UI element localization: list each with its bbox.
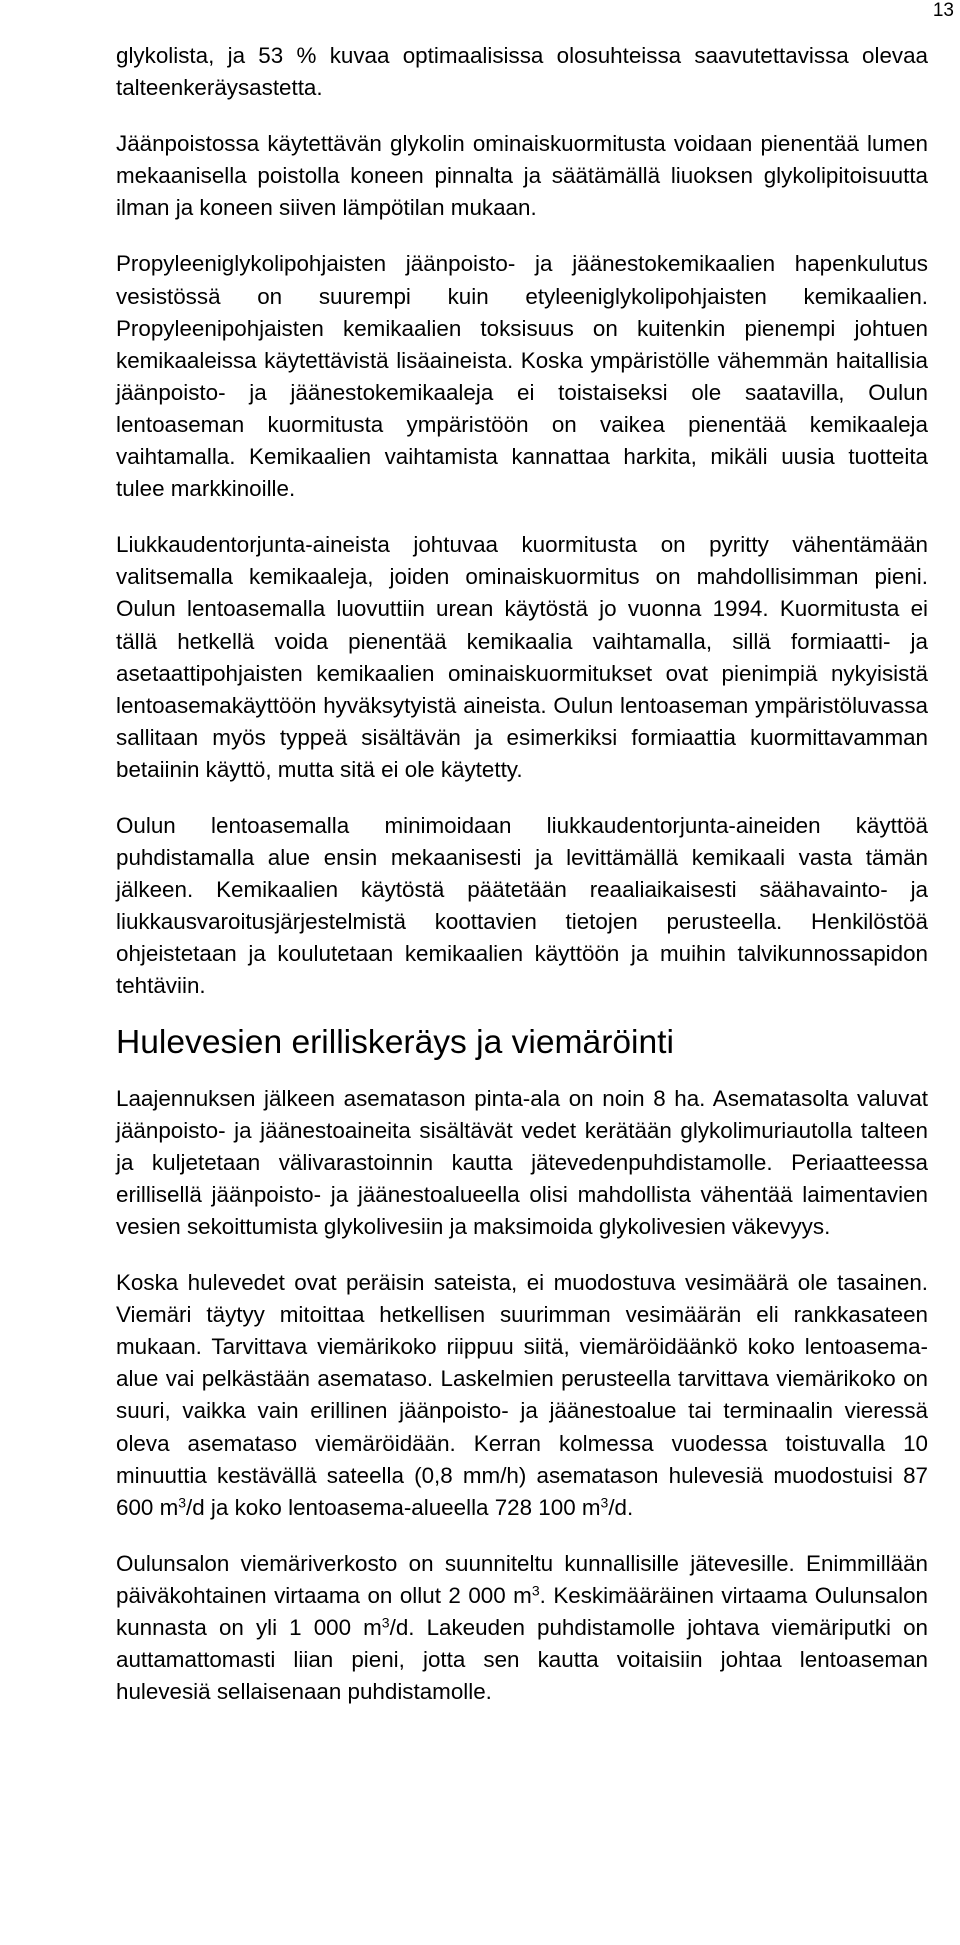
paragraph-text-part: /d. — [608, 1494, 634, 1520]
paragraph-text-part: Koska hulevedet ovat peräisin sateista, ei muodostuva vesimäärä ole tasainen. Viemäri täytyy mitoittaa hetkellisen suurimman vesimäärän eli rankkasateen mukaan. Tarvittava viemärikoko riippuu siitä, viemäröidäänkö koko lentoasema-alue vai pelkästään asemataso. Laskelmien perusteella tarvittava viemärikoko on suuri, vaikka vain erillinen jäänpoisto- ja jäänestoalue tai terminaalin vieressä oleva asemataso viemäröidään. Kerran kolmessa vuodessa toistuvalla 10 minuuttia kestävällä sateella (0,8 mm/h) asematason hulevesiä muodostuisi 87 600 m — [116, 1270, 928, 1520]
paragraph-text-part: Oulunsalon viemäriverkosto on suunniteltu kunnallisille jätevesille. Enimmillään päiväkohtainen virtaama on ollut 2 000 m — [116, 1550, 928, 1608]
superscript: 3 — [600, 1494, 609, 1511]
paragraph-text-part: /d. Lakeuden puhdistamolle johtava viemäriputki on auttamattomasti liian pieni, jotta sen kautta voitaisiin johtaa lentoaseman hulevesiä sellaisenaan puhdistamolle. — [116, 1615, 928, 1705]
paragraph-apron-area: Laajennuksen jälkeen asematason pinta-ala on noin 8 ha. Asematasolta valuvat jäänpoisto- ja jäänestoaineita sisältävät vedet kerätään glykolimuriautolla talteen ja kuljetetaan välivarastoinnin kautta jätevedenpuhdistamolle. Periaatteessa erillisellä jäänpoisto- ja jäänestoalueella olisi mahdollista vähentää laimentavien vesien sekoittumista glykolivesiin ja maksimoida glykolivesien väkevyys. — [116, 1085, 928, 1239]
document-body — [116, 40, 928, 1732]
paragraph-text-part: . Keskimääräinen virtaama Oulunsalon kunnasta on yli 1 000 m — [116, 1582, 928, 1641]
superscript: 3 — [381, 1614, 390, 1631]
superscript: 3 — [531, 1582, 540, 1599]
section-heading: Hulevesien erilliskeräys ja viemäröinti — [116, 1023, 674, 1061]
paragraph-glycol-load-reduction: Jäänpoistossa käytettävän glykolin ominaiskuormitusta voidaan pienentää lumen mekaanisella poistolla koneen pinnalta ja säätämällä liuoksen glykolipitoisuutta ilman ja koneen siiven lämpötilan mukaan. — [116, 131, 928, 221]
superscript: 3 — [178, 1494, 187, 1511]
paragraph-glycol-collection: glykolista, ja 53 % kuvaa optimaalisissa olosuhteissa saavutettavissa olevaa talteenkeräysastetta. — [116, 43, 928, 101]
paragraph-stormwater-volume — [116, 1267, 928, 1524]
paragraph-propylene-glycol: Propyleeniglykolipohjaisten jäänpoisto- ja jäänestokemikaalien hapenkulutus vesistössä on suurempi kuin etyleeniglykolipohjaisten kemikaalien. Propyleenipohjaisten kemikaalien toksisuus on kuitenkin pienempi johtuen kemikaaleissa käytettävistä lisäaineista. Koska ympäristölle vähemmän haitallisia jäänpoisto- ja jäänestokemikaaleja ei toistaiseksi ole saatavilla, Oulun lentoaseman kuormitusta ympäristöön on vaikea pienentää kemikaaleja vaihtamalla. Kemikaalien vaihtamista kannattaa harkita, mikäli uusia tuotteita tulee markkinoille. — [116, 251, 928, 502]
paragraph-text-part: /d ja koko lentoasema-alueella 728 100 m — [186, 1494, 601, 1520]
paragraph-anti-skid-minimization: Oulun lentoasemalla minimoidaan liukkaudentorjunta-aineiden käyttöä puhdistamalla alue ensin mekaanisesti ja levittämällä kemikaali vasta tämän jälkeen. Kemikaalien käytöstä päätetään reaaliaikaisesti säähavainto- ja liukkausvaroitusjärjestelmistä koottavien tietojen perusteella. Henkilöstöä ohjeistetaan ja koulutetaan kemikaalien käyttöön ja muihin talvikunnossapidon tehtäviin. — [116, 812, 928, 999]
page-number: 13 — [932, 0, 954, 21]
paragraph-anti-skid-agents: Liukkaudentorjunta-aineista johtuvaa kuormitusta on pyritty vähentämään valitsemalla kemikaaleja, joiden ominaiskuormitus on mahdollisimman pieni. Oulun lentoasemalla luovuttiin urean käytöstä jo vuonna 1994. Kuormitusta ei tällä hetkellä voida pienentää kemikaalia vaihtamalla, sillä formiaatti- ja asetaattipohjaisten kemikaalien ominaiskuormitukset ovat pienimpiä nykyisistä lentoasemakäyttöön hyväksytyistä aineista. Oulun lentoaseman ympäristöluvassa sallitaan myös typpeä sisältävän ja esimerkiksi formiaattia kuormittavamman betaiinin käyttö, mutta sitä ei ole käytetty. — [116, 532, 928, 782]
paragraph-sewer-network — [116, 1548, 928, 1708]
